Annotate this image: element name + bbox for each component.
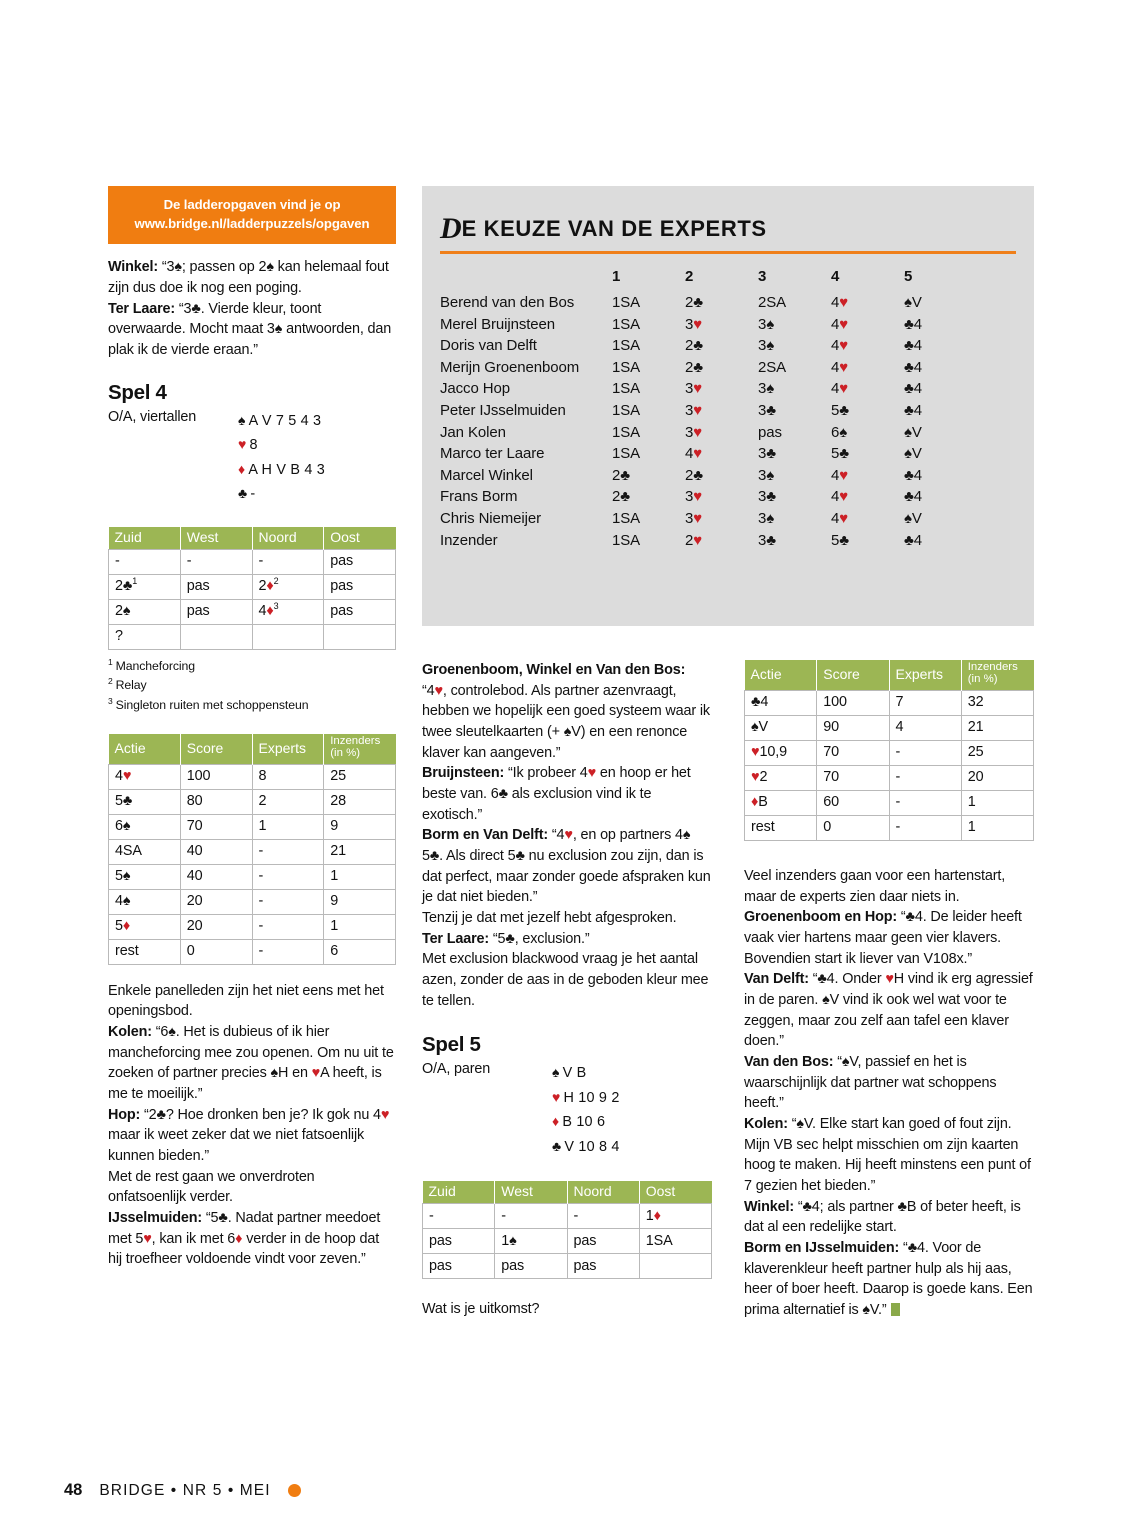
score-inzenders-cell: 1 [324,864,396,889]
expert-panel-title [440,212,1034,245]
expert-name: Inzender [440,531,498,549]
commentary-paragraph: Veel inzenders gaan voor een hartenstart, maar de experts zien daar niets in. [744,868,1006,905]
score-actie-cell: ♥10,9 [745,740,817,765]
score-actie-cell: ♥2 [745,765,817,790]
bidding-cell [252,624,324,649]
expert-bid-cell: 3♥ [685,488,703,506]
expert-bid-cell: 3♣ [758,531,776,549]
expert-bid-cell: 3♠ [758,466,775,484]
expert-bid-cell: 3♥ [685,380,703,398]
suit-symbol: ♥ [552,1088,561,1105]
score-value-cell: 100 [180,764,252,789]
score-inzenders-cell: 21 [961,715,1033,740]
commentary-paragraph: Kolen: “♠V. Elke start kan goed of fout zijn. Mijn VB sec helpt misschien om zijn kaarten hoog te maken. Hij heeft minstens een punt of 7 gezien het bieden.” [744,1116,1031,1195]
expert-bid-cell: 6♠ [831,423,848,441]
bidding-cell [639,1254,711,1279]
bidding-header-row [109,527,396,550]
expert-bid-cell: 4♥ [831,380,849,398]
expert-bid-cell: 5♣ [831,401,849,419]
expert-bid-cell: 2♥ [685,531,703,549]
suit-symbol: ♥ [238,436,247,453]
expert-bid-cell: 3♥ [685,423,703,441]
score-row [745,690,1034,715]
expert-name: Jacco Hop [440,380,510,398]
score-actie-cell: 5♣ [109,789,181,814]
spel-4-bidding-table [108,527,396,650]
expert-column-header: 5 [904,268,913,285]
score-inzenders-cell: 21 [324,839,396,864]
expert-bid-cell: ♠V [904,423,922,441]
spel-4-hand-block [108,409,396,507]
expert-bid-cell: 1SA [612,294,641,311]
score-row [109,789,396,814]
bidding-cell: pas [324,549,396,574]
spel-5-hand [552,1061,620,1159]
expert-column-header: 2 [685,268,694,285]
bidding-cell: pas [567,1229,639,1254]
score-row [109,914,396,939]
promo-line-1: De ladderopgaven vind je op [163,197,341,212]
commentary-paragraph: IJsselmuiden: “5♣. Nadat partner meedoet met 5♥, kan ik met 6♦ verder in de hoop dat hij troefheer voldoende vindt voor zeven.” [108,1210,381,1268]
hand-suit-row: ♠ A V 7 5 4 3 [238,411,322,429]
commentary-paragraph: Bruijnsteen: “Ik probeer 4♥ en hoop er het beste van. 6♣ als exclusion vind ik te exotisch.” [422,765,691,823]
left-commentary [108,981,396,1270]
bidding-cell: - [423,1204,495,1229]
bidding-column-header: Zuid [109,527,181,550]
score-actie-cell: 6♠ [109,814,181,839]
expert-name: Frans Borm [440,488,518,506]
score-experts-cell: - [889,790,961,815]
expert-row [440,424,977,446]
expert-bid-cell: 3♥ [685,401,703,419]
expert-bid-cell: 1SA [612,531,641,549]
expert-name: Marcel Winkel [440,466,533,484]
expert-column-header: 3 [758,268,767,285]
score-experts-cell: 2 [252,789,324,814]
bidding-cell: - [252,549,324,574]
commentary-paragraph: Van Delft: “♣4. Onder ♥H vind ik erg agressief in de paren. ♠V vind ik ook wel wat voor te zeggen, maar zou zelf aan tafel een klaver doen.” [744,971,1033,1050]
score-value-cell: 0 [180,939,252,964]
expert-row [440,316,977,338]
hand-suit-row: ♦ A H V B 4 3 [238,460,325,478]
bidding-cell: - [109,549,181,574]
score-column-header: Experts [889,660,961,690]
expert-row [440,532,977,554]
score-row [745,715,1034,740]
expert-bid-cell: 1SA [612,423,641,441]
score-value-cell: 40 [180,839,252,864]
expert-row [440,380,977,402]
article-end-marker [891,1303,900,1316]
score-experts-cell: 7 [889,690,961,715]
commentary-paragraph: Hop: “2♣? Hoe dronken ben je? Ik gok nu 4♥ maar ik weet zeker dat we niet fatsoenlijk kunnen bieden.” [108,1106,390,1165]
expert-bid-cell: ♠V [904,445,922,463]
score-column-header-inzenders: Inzenders (in %) [961,660,1033,690]
score-inzenders-cell: 28 [324,789,396,814]
bidding-cell [324,624,396,649]
score-inzenders-cell: 32 [961,690,1033,715]
spel-4-hand [238,409,325,507]
commentary-paragraph: Met de rest gaan we onverdroten onfatsoenlijk verder. [108,1168,315,1206]
expert-bid-cell: 3♠ [758,380,775,398]
right-column-text [744,866,1036,1321]
expert-bid-cell: 3♥ [685,315,703,333]
expert-bid-cell: 1SA [612,337,641,355]
expert-bid-cell: ♠V [904,509,922,527]
expert-bid-cell: 2SA [758,358,787,376]
score-row [109,814,396,839]
spel-5-bidding-table [422,1181,712,1279]
hand-suit-row: ♦ B 10 6 [552,1113,606,1131]
bidding-cell: pas [324,574,396,599]
magazine-name: BRIDGE • NR 5 • MEI [99,1481,271,1499]
bidding-cell: - [567,1204,639,1229]
expert-bid-cell: pas [758,423,782,441]
expert-row [440,467,977,489]
score-value-cell: 40 [180,864,252,889]
expert-bid-cell: ♣4 [904,401,922,419]
expert-row [440,488,977,510]
score-actie-cell: 4♠ [109,889,181,914]
spel-5-score-table [744,660,1034,841]
bidding-cell: ? [109,624,181,649]
expert-bid-cell: ♣4 [904,466,922,484]
expert-column-header: 1 [612,268,621,285]
hand-suit-row: ♥ H 10 9 2 [552,1088,620,1106]
score-actie-cell: 5♦ [109,914,181,939]
bidding-row [109,549,396,574]
expert-row [440,359,977,381]
expert-bid-cell: 2♣ [612,466,630,484]
expert-bid-cell: 5♣ [831,531,849,549]
score-row [745,740,1034,765]
expert-bid-cell: 2♣ [685,358,703,376]
expert-bid-cell: 4♥ [831,358,849,376]
score-row [109,764,396,789]
score-experts-cell: - [252,914,324,939]
expert-name: Merijn Groenenboom [440,358,580,376]
page-number: 48 [64,1481,83,1499]
spel-4-score-table [108,734,396,965]
expert-bid-cell: 1SA [612,401,641,419]
expert-row [440,510,977,532]
score-column-header: Experts [252,734,324,764]
bidding-cell: pas [324,599,396,624]
score-value-cell: 70 [817,740,889,765]
commentary-paragraph: Kolen: “6♠. Het is dubieus of ik hier mancheforcing mee zou openen. Om nu uit te zoeken of partner precies ♠H en ♥A heeft, is me te moeilijk.” [108,1024,394,1103]
commentary-paragraph: Groenenboom en Hop: “♣4. De leider heeft vaak vier hartens maar geen vier klavers. Bovendien start ik liever van V108x.” [744,909,1022,967]
promo-box [108,186,396,244]
score-value-cell: 70 [180,814,252,839]
commentary-paragraph: Met exclusion blackwood vraag je het aantal azen, zonder de aas in de geboden kleur mee te tellen. [422,951,709,1009]
expert-row [440,294,977,316]
suit-symbol: ♠ [552,1064,560,1081]
score-experts-cell: - [889,740,961,765]
expert-column-header: 4 [831,268,840,285]
expert-name-header [440,268,612,294]
expert-name: Doris van Delft [440,337,537,355]
suit-symbol: ♦ [238,460,246,477]
expert-bid-cell: 4♥ [831,509,849,527]
commentary-paragraph: Groenenboom, Winkel en Van den Bos: “4♥, controlebod. Als partner azenvraagt, hebben we hopelijk een goed systeem waar ik twee sleutelkaarten (+ ♠V) en een renonce klaver kan aangeven.” [422,662,710,761]
expert-bid-cell: 4♥ [831,315,849,333]
expert-bid-cell: 2♣ [685,294,703,311]
middle-commentary [422,660,712,1011]
expert-bid-cell: 3♣ [758,445,776,463]
score-value-cell: 80 [180,789,252,814]
score-inzenders-cell: 9 [324,814,396,839]
expert-bid-cell: 1SA [612,358,641,376]
score-inzenders-cell: 6 [324,939,396,964]
score-inzenders-cell: 1 [324,914,396,939]
expert-bid-cell: 3♠ [758,315,775,333]
drop-cap: D [440,212,462,245]
score-inzenders-cell: 20 [961,765,1033,790]
expert-bid-cell: 2♣ [612,488,630,506]
score-row [745,765,1034,790]
score-row [745,790,1034,815]
hand-suit-row: ♥ 8 [238,436,258,454]
score-value-cell: 100 [817,690,889,715]
expert-name: Peter IJsselmuiden [440,401,566,419]
promo-line-2: www.bridge.nl/ladderpuzzels/opgaven [134,215,370,231]
footnote: $^2$ Relay [108,676,147,693]
bidding-cell: 2♣$^1$ [109,574,181,599]
bidding-cell: pas [423,1254,495,1279]
score-actie-cell: ♠V [745,715,817,740]
expert-choices-panel [422,186,1034,626]
score-value-cell: 90 [817,715,889,740]
left-intro-commentary [108,257,396,360]
expert-name: Chris Niemeijer [440,509,542,527]
score-value-cell: 20 [180,914,252,939]
right-column-table [744,660,1034,841]
spel-4-footnotes [108,656,396,714]
expert-bid-cell: 3♣ [758,401,776,419]
bidding-column-header: Noord [567,1181,639,1204]
score-experts-cell: - [252,889,324,914]
expert-bid-cell: 1SA [612,380,641,398]
score-experts-cell: - [252,839,324,864]
bidding-row [423,1254,712,1279]
score-column-header: Score [180,734,252,764]
expert-choices-table [440,268,977,553]
expert-name: Berend van den Bos [440,294,575,311]
score-value-cell: 20 [180,889,252,914]
commentary-paragraph: Winkel: “♣4; als partner ♣B of beter heeft, is dat al een redelijke start. [744,1198,1021,1236]
left-column [108,186,396,1270]
commentary-paragraph: Ter Laare: “3♣. Vierde kleur, toont overwaarde. Mocht maat 3♠ antwoorden, dan plak ik de vierde eraan.” [108,300,392,359]
bidding-column-header: Zuid [423,1181,495,1204]
bidding-cell: 2♦$^2$ [252,574,324,599]
bidding-column-header: Oost [639,1181,711,1204]
bidding-cell: pas [495,1254,567,1279]
score-column-header: Actie [745,660,817,690]
score-column-header: Score [817,660,889,690]
expert-name: Marco ter Laare [440,445,545,463]
commentary-paragraph: Ter Laare: “5♣, exclusion.” [422,930,590,947]
bidding-cell: 1♠ [495,1229,567,1254]
expert-panel-title-text: E KEUZE VAN DE EXPERTS [461,216,767,241]
commentary-paragraph: Enkele panelleden zijn het niet eens met het openingsbod. [108,982,384,1020]
score-row [745,815,1034,840]
score-experts-cell: - [889,765,961,790]
score-experts-cell: - [252,864,324,889]
score-inzenders-cell: 1 [961,790,1033,815]
expert-bid-cell: 1SA [612,445,641,463]
bidding-column-header: West [180,527,252,550]
suit-symbol: ♠ [238,411,246,428]
expert-bid-cell: 3♥ [685,509,703,527]
score-actie-cell: 4SA [109,839,181,864]
hand-suit-row: ♠ V B [552,1064,587,1082]
bidding-row [109,624,396,649]
expert-bid-cell: 3♠ [758,337,775,355]
title-rule [440,251,1016,254]
spel-5-hand-block [422,1061,712,1159]
bidding-row [423,1229,712,1254]
expert-bid-cell: 3♠ [758,509,775,527]
suit-symbol: ♦ [552,1113,560,1130]
bidding-cell: pas [567,1254,639,1279]
score-actie-cell: 4♥ [109,764,181,789]
score-value-cell: 0 [817,815,889,840]
spel-4-title: Spel 4 [108,380,167,404]
score-row [109,839,396,864]
score-row [109,889,396,914]
expert-bid-cell: ♣4 [904,488,922,506]
score-actie-cell: 5♠ [109,864,181,889]
right-commentary [744,866,1036,1321]
commentary-paragraph: Borm en Van Delft: “4♥, en op partners 4♠ 5♣. Als direct 5♣ nu exclusion zou zijn, dan is dat perfect, maar zonder goede afspraken kun je dat niet bieden.” [422,827,711,906]
score-actie-cell: ♣4 [745,690,817,715]
expert-bid-cell: 5♣ [831,445,849,463]
score-inzenders-cell: 9 [324,889,396,914]
bidding-cell [180,624,252,649]
expert-bid-cell: ♠V [904,294,922,311]
expert-bid-cell: 4♥ [831,488,849,506]
expert-bid-cell: 2SA [758,294,787,311]
score-actie-cell: ♦B [745,790,817,815]
expert-bid-cell: 1SA [612,315,641,333]
bidding-cell: 1SA [639,1229,711,1254]
expert-bid-cell: 4♥ [685,445,703,463]
score-inzenders-cell: 25 [324,764,396,789]
score-experts-cell: 4 [889,715,961,740]
expert-name: Merel Bruijnsteen [440,315,556,333]
expert-bid-cell: 4♥ [831,337,849,355]
score-column-header-inzenders: Inzenders (in %) [324,734,396,764]
score-actie-cell: rest [109,939,181,964]
score-experts-cell: 8 [252,764,324,789]
expert-bid-cell: 3♣ [758,488,776,506]
bidding-column-header: Oost [324,527,396,550]
score-actie-cell: rest [745,815,817,840]
score-experts-cell: - [889,815,961,840]
score-row [109,864,396,889]
score-experts-cell: 1 [252,814,324,839]
footnote: $^3$ Singleton ruiten met schoppensteun [108,695,309,712]
expert-bid-cell: ♣4 [904,337,922,355]
score-value-cell: 60 [817,790,889,815]
spel-5-question: Wat is je uitkomst? [422,1301,540,1318]
suit-symbol: ♣ [238,485,248,502]
bidding-cell: - [180,549,252,574]
bidding-cell: 4♦$^3$ [252,599,324,624]
score-row [109,939,396,964]
expert-bid-cell: ♣4 [904,358,922,376]
bidding-row [109,599,396,624]
spel-5-title: Spel 5 [422,1033,481,1057]
bidding-cell: 2♠ [109,599,181,624]
expert-bid-cell: 2♣ [685,337,703,355]
bidding-cell: pas [180,599,252,624]
bidding-cell: 1♦ [639,1204,711,1229]
hand-suit-row: ♣ V 10 8 4 [552,1137,620,1155]
page-footer [64,1481,301,1500]
score-column-header: Actie [109,734,181,764]
expert-row [440,337,977,359]
bidding-row [423,1204,712,1229]
bidding-column-header: West [495,1181,567,1204]
spel-5-meta: O/A, paren [422,1061,491,1078]
commentary-paragraph: Winkel: “3♠; passen op 2♠ kan helemaal fout zijn dus doe ik nog een poging. [108,259,389,297]
score-inzenders-cell: 1 [961,815,1033,840]
expert-bid-cell: 1SA [612,509,641,527]
orange-dot-icon [288,1484,301,1497]
score-experts-cell: - [252,939,324,964]
bidding-cell: - [495,1204,567,1229]
middle-column [422,660,712,1320]
spel-4-meta: O/A, viertallen [108,408,197,425]
bidding-column-header: Noord [252,527,324,550]
commentary-paragraph: Borm en IJsselmuiden: “♣4. Voor de klaverenkleur heeft partner hulp als hij aas, heer of boer heeft. Daarop is goede kans. Een prima alternatief is ♠V.” [744,1240,1033,1319]
commentary-paragraph: Tenzij je dat met jezelf hebt afgesproken. [422,910,677,927]
hand-suit-row: ♣ - [238,485,256,503]
bidding-cell: pas [180,574,252,599]
expert-name: Jan Kolen [440,423,506,441]
expert-bid-cell: ♣4 [904,531,922,549]
expert-bid-cell: 4♥ [831,466,849,484]
suit-symbol: ♣ [552,1137,562,1154]
expert-bid-cell: ♣4 [904,315,922,333]
score-inzenders-cell: 25 [961,740,1033,765]
expert-bid-cell: ♣4 [904,380,922,398]
footnote: $^1$ Mancheforcing [108,656,195,673]
expert-row [440,402,977,424]
bidding-cell: pas [423,1229,495,1254]
expert-bid-cell: 4♥ [831,294,849,311]
bidding-row [109,574,396,599]
score-value-cell: 70 [817,765,889,790]
commentary-paragraph: Van den Bos: “♠V, passief en het is waarschijnlijk dat partner wat schoppens heeft.” [744,1054,997,1112]
expert-bid-cell: 2♣ [685,466,703,484]
expert-row [440,445,977,467]
